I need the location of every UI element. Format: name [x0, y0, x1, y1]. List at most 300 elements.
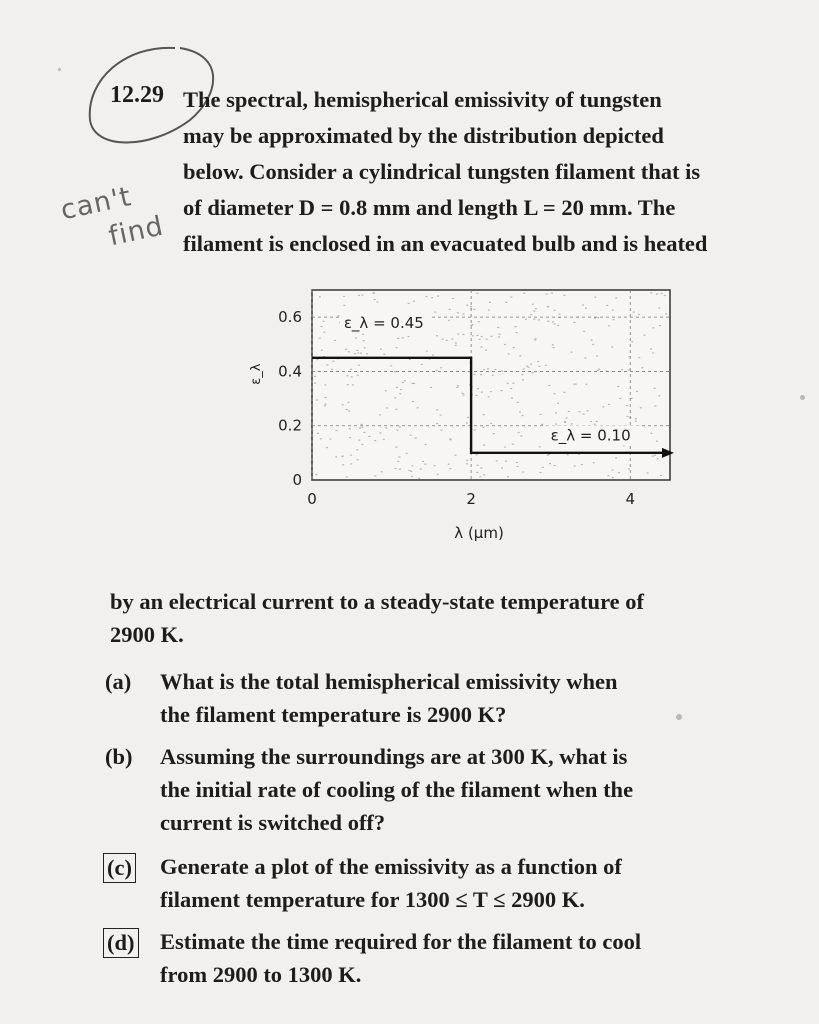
plot-texture-dot: [374, 440, 376, 441]
plot-texture-dot: [324, 404, 326, 405]
plot-texture-dot: [555, 424, 557, 425]
plot-texture-dot: [395, 446, 397, 447]
plot-texture-dot: [585, 384, 587, 385]
plot-texture-dot: [349, 437, 351, 438]
plot-texture-dot: [399, 468, 401, 469]
plot-texture-dot: [386, 407, 388, 408]
plot-texture-dot: [571, 423, 573, 424]
plot-texture-dot: [456, 387, 458, 388]
plot-texture-dot: [501, 390, 503, 391]
plot-texture-dot: [594, 424, 596, 425]
plot-texture-dot: [397, 461, 399, 462]
plot-texture-dot: [557, 403, 559, 404]
plot-texture-dot: [431, 297, 433, 298]
plot-texture-dot: [643, 335, 645, 336]
plot-texture-dot: [596, 421, 598, 422]
plot-texture-dot: [553, 347, 555, 348]
plot-texture-dot: [457, 385, 459, 386]
plot-texture-dot: [361, 294, 363, 295]
plot-texture-dot: [425, 444, 427, 445]
plot-texture-dot: [498, 336, 500, 337]
plot-texture-dot: [646, 472, 648, 473]
plot-texture-dot: [490, 391, 492, 392]
plot-texture-dot: [348, 351, 350, 352]
plot-texture-dot: [434, 465, 436, 466]
plot-texture-dot: [607, 475, 609, 476]
problem-number: 12.29: [110, 82, 164, 108]
plot-texture-dot: [406, 453, 408, 454]
plot-texture-dot: [410, 471, 412, 472]
plot-texture-dot: [523, 368, 525, 369]
plot-texture-dot: [324, 384, 326, 385]
plot-texture-dot: [534, 339, 536, 340]
intro-line: of diameter D = 0.8 mm and length L = 20 mm. The: [183, 195, 676, 220]
plot-texture-dot: [499, 334, 501, 335]
plot-texture-dot: [432, 354, 434, 355]
plot-texture-dot: [590, 421, 592, 422]
plot-texture-dot: [424, 464, 426, 465]
question-line: the filament temperature is 2900 K?: [160, 702, 507, 727]
plot-texture-dot: [621, 369, 623, 370]
plot-texture-dot: [606, 305, 608, 306]
plot-texture-dot: [360, 353, 362, 354]
plot-texture-dot: [348, 410, 350, 411]
plot-texture-dot: [364, 347, 366, 348]
plot-texture-dot: [440, 367, 442, 368]
plot-texture-dot: [400, 389, 402, 390]
plot-texture-dot: [483, 414, 485, 415]
plot-texture-dot: [350, 369, 352, 370]
plot-texture-dot: [470, 306, 472, 307]
plot-texture-dot: [383, 354, 385, 355]
plot-texture-dot: [467, 417, 469, 418]
x-tick-label: 0: [307, 490, 317, 508]
plot-texture-dot: [582, 304, 584, 305]
plot-texture-dot: [396, 347, 398, 348]
x-axis-label: λ (μm): [454, 524, 504, 542]
plot-texture-dot: [511, 397, 513, 398]
plot-texture-dot: [352, 384, 354, 385]
plot-texture-dot: [612, 477, 614, 478]
plot-texture-dot: [504, 447, 506, 448]
plot-texture-dot: [346, 476, 348, 477]
plot-texture-dot: [343, 296, 345, 297]
plot-texture-dot: [473, 309, 475, 310]
plot-texture-dot: [357, 353, 359, 354]
plot-texture-dot: [345, 349, 347, 350]
plot-texture-dot: [597, 370, 599, 371]
question-line: Assuming the surroundings are at 300 K, what is: [160, 744, 628, 769]
plot-texture-dot: [658, 395, 660, 396]
y-tick-label: 0.2: [278, 416, 302, 435]
plot-texture-dot: [366, 353, 368, 354]
plot-texture-dot: [581, 464, 583, 465]
plot-texture-dot: [383, 439, 385, 440]
plot-texture-dot: [368, 436, 370, 437]
x-tick-label: 2: [466, 490, 476, 508]
question-line: filament temperature for 1300 ≤ T ≤ 2900 K.: [160, 887, 585, 912]
plot-texture-dot: [650, 348, 652, 349]
plot-texture-dot: [548, 385, 550, 386]
plot-texture-dot: [380, 349, 382, 350]
plot-texture-dot: [527, 367, 529, 368]
plot-texture-dot: [507, 476, 509, 477]
plot-texture-dot: [381, 471, 383, 472]
plot-texture-dot: [408, 470, 410, 471]
plot-texture-dot: [545, 365, 547, 366]
plot-texture-dot: [496, 460, 498, 461]
plot-texture-dot: [505, 461, 507, 462]
annotation-label: ε_λ = 0.45: [343, 314, 424, 332]
plot-texture-dot: [477, 388, 479, 389]
continuation-line: 2900 K.: [110, 622, 184, 647]
plot-texture-dot: [335, 456, 337, 457]
plot-texture-dot: [454, 455, 456, 456]
plot-texture-dot: [658, 307, 660, 308]
plot-texture-dot: [342, 404, 344, 405]
plot-texture-dot: [476, 293, 478, 294]
plot-texture-dot: [430, 387, 432, 388]
plot-texture-dot: [326, 447, 328, 448]
plot-texture-dot: [477, 465, 479, 466]
plot-texture-dot: [521, 374, 523, 375]
plot-texture-dot: [482, 427, 484, 428]
plot-texture-dot: [585, 308, 587, 309]
problem-continuation: [110, 585, 740, 651]
plot-texture-dot: [452, 298, 454, 299]
plot-texture-dot: [347, 384, 349, 385]
plot-texture-dot: [664, 295, 666, 296]
plot-texture-dot: [448, 464, 450, 465]
plot-texture-dot: [571, 352, 573, 353]
plot-texture-dot: [418, 478, 420, 479]
plot-texture-dot: [422, 461, 424, 462]
plot-texture-dot: [540, 472, 542, 473]
plot-texture-dot: [486, 339, 488, 340]
plot-texture-dot: [363, 340, 365, 341]
plot-texture-dot: [584, 357, 586, 358]
plot-texture-dot: [356, 350, 358, 351]
plot-texture-dot: [483, 474, 485, 475]
question-label: (c): [103, 853, 136, 883]
plot-texture-dot: [592, 344, 594, 345]
plot-texture-dot: [636, 391, 638, 392]
plot-texture-dot: [476, 454, 478, 455]
plot-texture-dot: [518, 432, 520, 433]
y-axis-label: ε_λ: [249, 363, 264, 385]
plot-texture-dot: [437, 474, 439, 475]
plot-texture-dot: [319, 296, 321, 297]
plot-texture-dot: [346, 375, 348, 376]
plot-texture-dot: [483, 369, 485, 370]
intro-line: may be approximated by the distribution depicted: [183, 123, 664, 148]
plot-texture-dot: [411, 476, 413, 477]
plot-texture-dot: [394, 468, 396, 469]
plot-texture-dot: [351, 376, 353, 377]
plot-texture-dot: [628, 468, 630, 469]
plot-texture-dot: [374, 475, 376, 476]
plot-texture-dot: [494, 369, 496, 370]
plot-texture-dot: [490, 423, 492, 424]
plot-texture-dot: [412, 465, 414, 466]
plot-texture-dot: [402, 337, 404, 338]
plot-texture-dot: [617, 386, 619, 387]
plot-texture-dot: [591, 340, 593, 341]
plot-texture-dot: [640, 407, 642, 408]
plot-texture-dot: [314, 376, 316, 377]
plot-texture-dot: [413, 301, 415, 302]
plot-texture-dot: [343, 305, 345, 306]
y-tick-label: 0.6: [278, 308, 302, 327]
plot-texture-dot: [522, 415, 524, 416]
plot-texture-dot: [539, 414, 541, 415]
plot-texture-dot: [415, 437, 417, 438]
plot-texture-dot: [379, 432, 381, 433]
plot-texture-dot: [329, 438, 331, 439]
plot-texture-dot: [534, 338, 536, 339]
plot-texture-dot: [504, 344, 506, 345]
plot-texture-dot: [602, 406, 604, 407]
plot-texture-dot: [615, 297, 617, 298]
plot-texture-dot: [611, 469, 613, 470]
plot-texture-dot: [633, 312, 635, 313]
question-line: current is switched off?: [160, 810, 386, 835]
plot-texture-dot: [575, 384, 577, 385]
plot-texture-dot: [412, 383, 414, 384]
plot-texture-dot: [489, 302, 491, 303]
plot-texture-dot: [615, 457, 617, 458]
plot-texture-dot: [466, 463, 468, 464]
plot-texture-dot: [594, 317, 596, 318]
plot-texture-dot: [507, 383, 509, 384]
plot-texture-dot: [566, 417, 568, 418]
plot-texture-dot: [541, 424, 543, 425]
plot-texture-dot: [537, 361, 539, 362]
plot-texture-dot: [635, 418, 637, 419]
plot-texture-dot: [323, 332, 325, 333]
plot-texture-dot: [476, 335, 478, 336]
plot-texture-dot: [650, 433, 652, 434]
plot-texture-dot: [376, 301, 378, 302]
plot-texture-dot: [510, 296, 512, 297]
plot-texture-dot: [513, 347, 515, 348]
plot-texture-dot: [332, 361, 334, 362]
plot-texture-dot: [652, 352, 654, 353]
plot-texture-dot: [396, 387, 398, 388]
plot-texture-dot: [479, 476, 481, 477]
plot-texture-dot: [397, 338, 399, 339]
plot-texture-dot: [635, 420, 637, 421]
plot-texture-dot: [466, 460, 468, 461]
plot-texture-dot: [437, 295, 439, 296]
plot-texture-dot: [449, 309, 451, 310]
plot-texture-dot: [462, 313, 464, 314]
question-line: from 2900 to 1300 K.: [160, 962, 362, 987]
x-tick-label: 4: [625, 490, 635, 508]
plot-texture-dot: [361, 444, 363, 445]
paper-speck: [800, 395, 805, 400]
plot-texture-dot: [394, 371, 396, 372]
plot-texture-dot: [472, 335, 474, 336]
plot-texture-dot: [593, 462, 595, 463]
plot-texture-dot: [552, 344, 554, 345]
plot-texture-dot: [348, 402, 350, 403]
plot-texture-dot: [597, 317, 599, 318]
plot-texture-dot: [656, 441, 658, 442]
plot-texture-dot: [361, 424, 363, 425]
plot-texture-dot: [342, 464, 344, 465]
plot-texture-dot: [547, 455, 549, 456]
plot-texture-dot: [563, 392, 565, 393]
plot-texture-dot: [546, 293, 548, 294]
plot-texture-dot: [394, 397, 396, 398]
plot-texture-dot: [538, 319, 540, 320]
plot-texture-dot: [505, 302, 507, 303]
plot-texture-dot: [385, 427, 387, 428]
intro-line: filament is enclosed in an evacuated bulb and is heated: [183, 231, 708, 256]
plot-texture-dot: [579, 411, 581, 412]
plot-texture-dot: [357, 375, 359, 376]
plot-texture-dot: [652, 455, 654, 456]
plot-texture-dot: [480, 346, 482, 347]
plot-texture-dot: [661, 293, 663, 294]
plot-texture-dot: [334, 340, 336, 341]
plot-texture-dot: [508, 353, 510, 354]
plot-texture-dot: [650, 292, 652, 293]
plot-texture-dot: [566, 454, 568, 455]
plot-texture-dot: [436, 370, 438, 371]
plot-texture-dot: [402, 382, 404, 383]
plot-texture-dot: [547, 321, 549, 322]
plot-texture-dot: [355, 337, 357, 338]
plot-texture-dot: [359, 427, 361, 428]
y-tick-label: 0.4: [278, 362, 302, 381]
plot-texture-dot: [516, 462, 518, 463]
plot-texture-dot: [538, 366, 540, 367]
plot-texture-dot: [466, 304, 468, 305]
plot-texture-dot: [354, 353, 356, 354]
plot-texture-dot: [399, 393, 401, 394]
plot-texture-dot: [408, 303, 410, 304]
plot-texture-dot: [549, 463, 551, 464]
plot-texture-dot: [535, 308, 537, 309]
plot-texture-dot: [314, 383, 316, 384]
plot-texture-dot: [526, 366, 528, 367]
plot-texture-dot: [404, 380, 406, 381]
plot-texture-dot: [434, 311, 436, 312]
plot-texture-dot: [638, 357, 640, 358]
plot-texture-dot: [532, 372, 534, 373]
plot-texture-dot: [659, 325, 661, 326]
question-text: [160, 850, 750, 916]
plot-texture-dot: [455, 345, 457, 346]
plot-texture-dot: [618, 472, 620, 473]
question-line: Estimate the time required for the filament to cool: [160, 929, 642, 954]
plot-texture-dot: [657, 458, 659, 459]
plot-texture-dot: [501, 467, 503, 468]
plot-texture-dot: [350, 463, 352, 464]
plot-texture-dot: [487, 368, 489, 369]
question-text: [160, 925, 750, 991]
plot-texture-dot: [520, 435, 522, 436]
plot-texture-dot: [516, 332, 518, 333]
plot-texture-dot: [385, 390, 387, 391]
plot-texture-dot: [654, 455, 656, 456]
plot-texture-dot: [530, 314, 532, 315]
paper-speck: [58, 68, 61, 71]
question-label: (d): [103, 928, 139, 958]
plot-texture-dot: [395, 409, 397, 410]
emissivity-chart: [220, 270, 690, 560]
plot-texture-dot: [558, 314, 560, 315]
plot-texture-dot: [420, 468, 422, 469]
plot-texture-dot: [319, 338, 321, 339]
plot-texture-dot: [316, 399, 318, 400]
plot-texture-dot: [488, 396, 490, 397]
plot-texture-dot: [357, 459, 359, 460]
plot-texture-dot: [476, 395, 478, 396]
plot-texture-dot: [323, 321, 325, 322]
plot-texture-dot: [522, 379, 524, 380]
plot-texture-dot: [320, 326, 322, 327]
plot-texture-dot: [374, 299, 376, 300]
plot-texture-dot: [426, 351, 428, 352]
plot-texture-dot: [356, 449, 358, 450]
plot-texture-dot: [512, 383, 514, 384]
plot-texture-dot: [455, 342, 457, 343]
plot-texture-dot: [563, 295, 565, 296]
plot-texture-dot: [457, 334, 459, 335]
handwritten-note-line1: can't: [58, 181, 135, 227]
plot-texture-dot: [523, 293, 525, 294]
plot-texture-dot: [619, 398, 621, 399]
plot-texture-dot: [436, 423, 438, 424]
plot-texture-dot: [358, 365, 360, 366]
plot-texture-dot: [631, 341, 633, 342]
plot-texture-dot: [510, 388, 512, 389]
plot-texture-dot: [481, 336, 483, 337]
intro-line: below. Consider a cylindrical tungsten filament that is: [183, 159, 701, 184]
plot-texture-dot: [462, 393, 464, 394]
plot-texture-dot: [362, 334, 364, 335]
plot-texture-dot: [317, 433, 319, 434]
plot-texture-dot: [515, 326, 517, 327]
question-line: What is the total hemispherical emissivity when: [160, 669, 618, 694]
plot-texture-dot: [573, 322, 575, 323]
plot-texture-dot: [492, 375, 494, 376]
plot-texture-dot: [568, 411, 570, 412]
plot-texture-dot: [530, 363, 532, 364]
plot-texture-dot: [449, 468, 451, 469]
plot-texture-dot: [373, 293, 375, 294]
plot-texture-dot: [652, 327, 654, 328]
plot-texture-dot: [436, 409, 438, 410]
plot-texture-dot: [341, 456, 343, 457]
plot-texture-dot: [425, 296, 427, 297]
plot-texture-dot: [466, 422, 468, 423]
paper-speck: [676, 714, 682, 720]
plot-texture-dot: [641, 367, 643, 368]
plot-texture-dot: [350, 455, 352, 456]
plot-texture-dot: [551, 293, 553, 294]
plot-texture-dot: [517, 466, 519, 467]
plot-texture-dot: [547, 306, 549, 307]
plot-texture-dot: [660, 475, 662, 476]
plot-texture-dot: [525, 319, 527, 320]
plot-texture-dot: [626, 405, 628, 406]
plot-texture-dot: [478, 321, 480, 322]
plot-texture-dot: [553, 393, 555, 394]
